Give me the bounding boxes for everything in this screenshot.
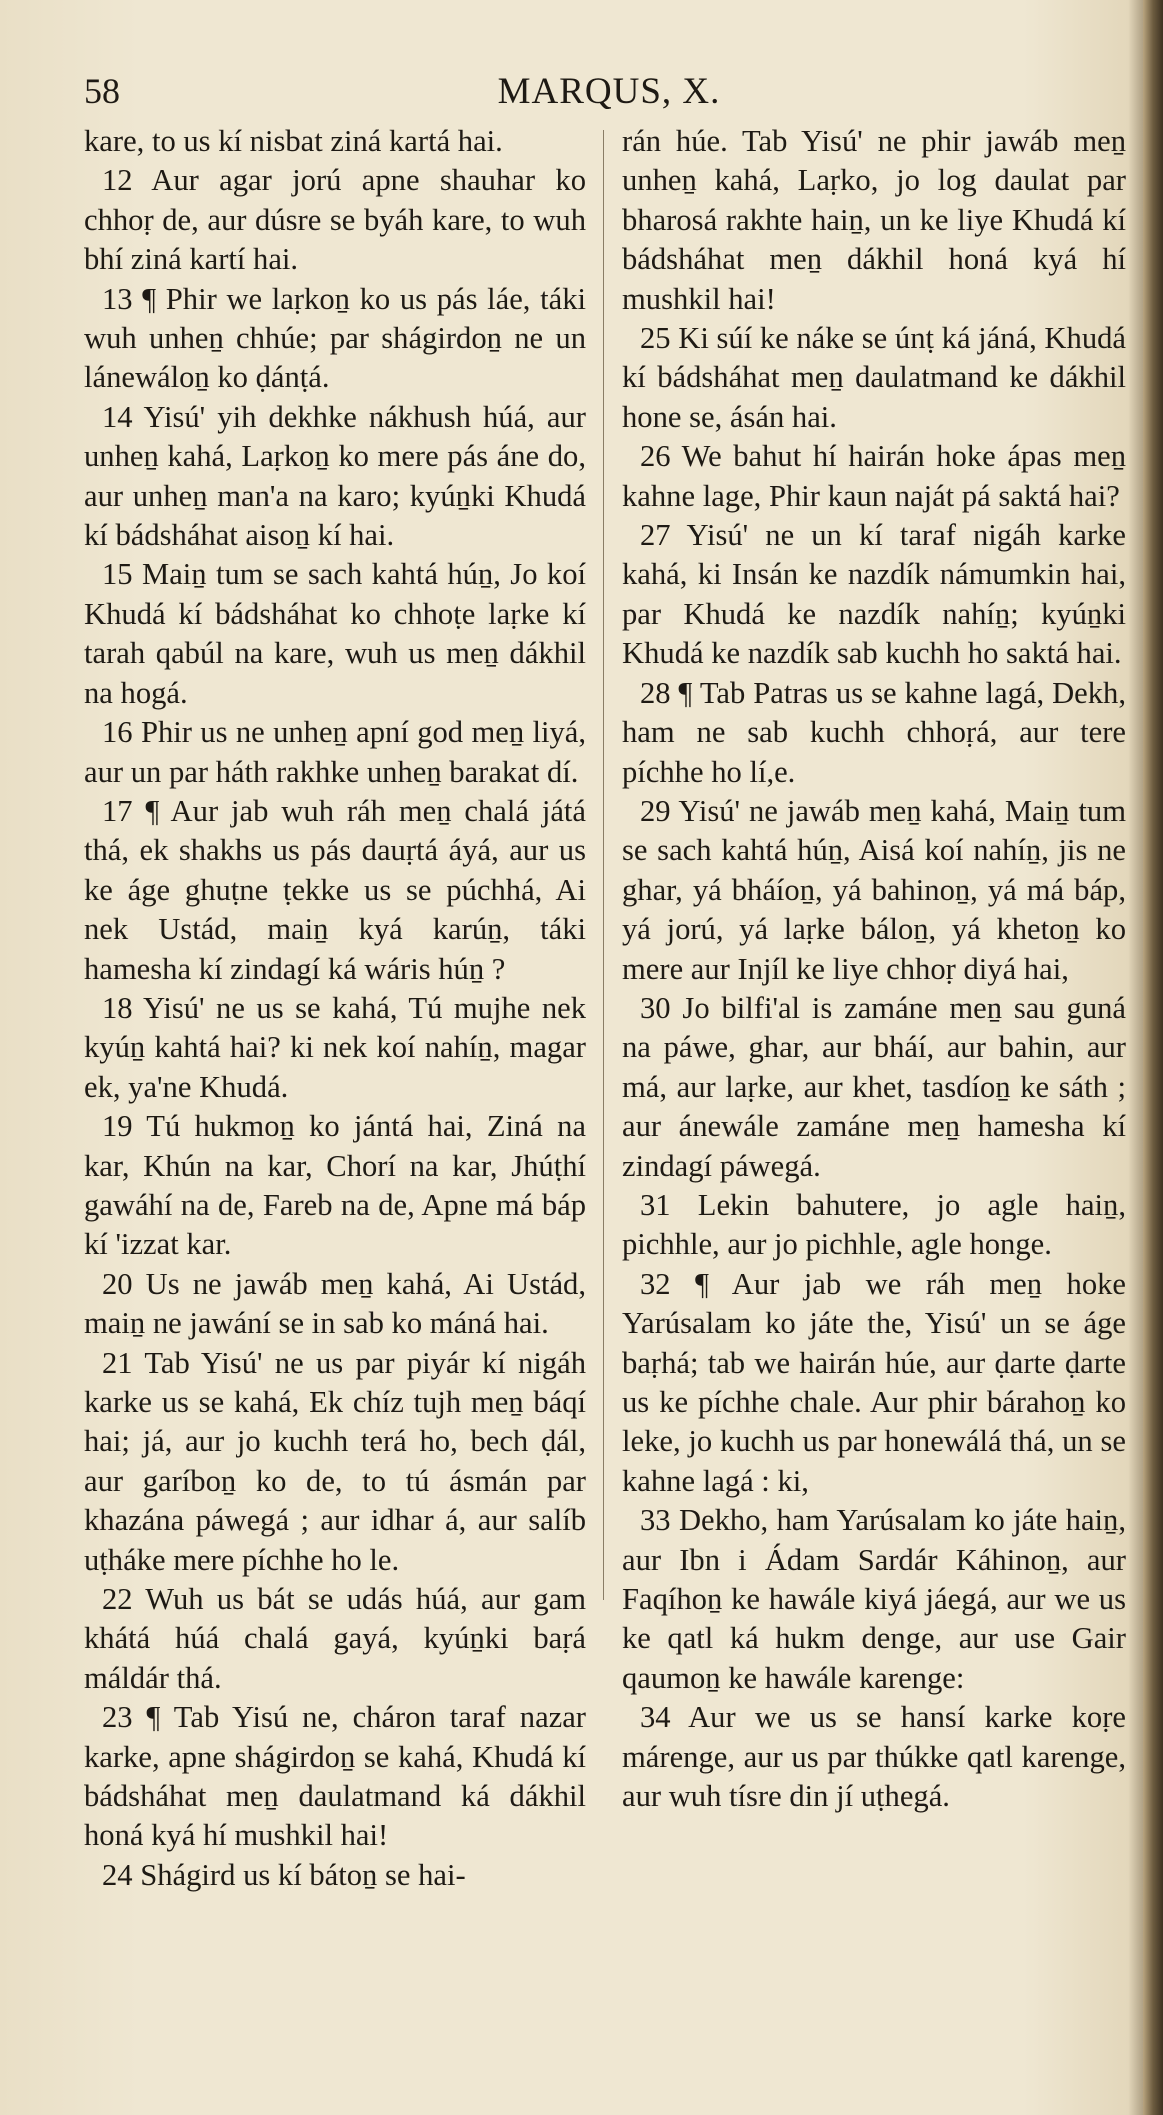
verse-paragraph: 28 ¶ Tab Patras us se kahne lagá, Dekh, ham ne sab kuchh chhoṛá, aur tere píchhe ho lí,e. — [622, 675, 1126, 789]
verse-paragraph: 21 Tab Yisú' ne us par piyár kí nigáh karke us se kahá, Ek chíz tujh meṉ báqí hai; já, aur jo kuchh terá ho, bech ḍál, aur garíboṉ ko de, to tú ásmán par khazána páwegá ; aur idhar á, aur salíb uṭháke mere píchhe ho le. — [84, 1345, 586, 1577]
verse-paragraph: 27 Yisú' ne un kí taraf nigáh karke kahá, ki Insán ke nazdík námumkin hai, par Khudá ke nazdík nahíṉ; kyúṉki Khudá ke nazdík sab kuchh ho saktá hai. — [622, 518, 1126, 671]
verse-paragraph: 31 Lekin bahutere, jo agle haiṉ, pichhle, aur jo pichhle, agle honge. — [622, 1187, 1126, 1262]
left-column — [84, 122, 586, 2082]
verse-paragraph: 14 Yisú' yih dekhke nákhush húá, aur unheṉ kahá, Laṛkoṉ ko mere pás áne do, aur unheṉ man'a na karo; kyúṉki Khudá kí bádsháhat aisoṉ kí hai. — [84, 399, 586, 553]
verse-paragraph: 25 Ki súí ke náke se únṭ ká jáná, Khudá kí bádsháhat meṉ daulatmand ke dákhil hone se, ásán hai. — [622, 321, 1126, 434]
verse-paragraph: 30 Jo bilfi'al is zamáne meṉ sau guná na páwe, ghar, aur bháí, aur bahin, aur má, aur laṛke, aur khet, tasdíoṉ ke sáth ; aur ánewále zamáne meṉ hamesha kí zindagí páwegá. — [622, 990, 1126, 1183]
column-divider — [603, 130, 604, 1600]
page-number: 58 — [84, 71, 120, 111]
verse-paragraph: 13 ¶ Phir we laṛkoṉ ko us pás láe, táki wuh unheṉ chhúe; par shágirdoṉ ne un lánewáloṉ ko ḍánṭá. — [84, 281, 586, 395]
verse-paragraph: 15 Maiṉ tum se sach kahtá húṉ, Jo koí Khudá kí bádsháhat ko chhoṭe laṛke kí tarah qabúl na kare, wuh us meṉ dákhil na hogá. — [84, 557, 586, 710]
verse-paragraph: 34 Aur we us se hansí karke koṛe márenge, aur us par thúkke qatl karenge, aur wuh tísre din jí uṭhegá. — [622, 1700, 1126, 1814]
verse-paragraph: 18 Yisú' ne us se kahá, Tú mujhe nek kyúṉ kahtá hai? ki nek koí nahíṉ, magar ek, ya'ne Khudá. — [84, 990, 586, 1104]
verse-paragraph: 26 We bahut hí hairán hoke ápas meṉ kahne lage, Phir kaun naját pá saktá hai? — [622, 439, 1126, 513]
verse-paragraph: 33 Dekho, ham Yarúsalam ko játe haiṉ, aur Ibn i Ádam Sardár Káhinoṉ, aur Faqíhoṉ ke hawále kiyá jáegá, aur we us ke qatl ká hukm denge, aur use Gair qaumoṉ ke hawále karenge: — [622, 1503, 1126, 1695]
verse-paragraph: 23 ¶ Tab Yisú ne, cháron taraf nazar karke, apne shágirdoṉ se kahá, Khudá kí bádsháhat meṉ daulatmand ká dákhil honá kyá hí mushkil hai! — [84, 1700, 586, 1853]
verse-paragraph: 29 Yisú' ne jawáb meṉ kahá, Maiṉ tum se sach kahtá húṉ, Aisá koí nahíṉ, jis ne ghar, yá bháíoṉ, yá bahinoṉ, yá má báp, yá jorú, yá laṛke báloṉ, yá khetoṉ ko mere aur Injíl ke liye chhoṛ diyá hai, — [622, 793, 1126, 986]
running-title: MARQUS, X. — [497, 71, 721, 112]
verse-paragraph: 22 Wuh us bát se udás húá, aur gam khátá húá chalá gayá, kyúṉki baṛá máldár thá. — [84, 1582, 586, 1695]
right-column — [622, 122, 1126, 2082]
verse-paragraph: 16 Phir us ne unheṉ apní god meṉ liyá, aur un par háth rakhke unheṉ barakat dí. — [84, 715, 586, 789]
verse-paragraph: rán húe. Tab Yisú' ne phir jawáb meṉ unheṉ kahá, Laṛko, jo log daulat par bharosá rakhte haiṉ, un ke liye Khudá kí bádsháhat meṉ dákhil honá kyá hí mushkil hai! — [622, 124, 1126, 316]
verse-paragraph: 17 ¶ Aur jab wuh ráh meṉ chalá játá thá, ek shakhs us pás dauṛtá áyá, aur us ke áge ghuṭne ṭekke us se púchhá, Ai nek Ustád, maiṉ kyá karúṉ, táki hamesha kí zindagí ká wáris húṉ ? — [84, 793, 586, 986]
page-header — [84, 70, 1134, 120]
page-edge-shadow — [1143, 0, 1163, 2115]
verse-paragraph: 32 ¶ Aur jab we ráh meṉ hoke Yarúsalam ko játe the, Yisú' un se áge baṛhá; tab we hairán húe, aur ḍarte ḍarte us ke píchhe chale. Aur phir bárahoṉ ko leke, jo kuchh us par honewálá thá, un se kahne lagá : ki, — [622, 1266, 1126, 1498]
verse-paragraph: kare, to us kí nisbat ziná kartá hai. — [84, 124, 503, 158]
verse-paragraph: 24 Shágird us kí bátoṉ se hai- — [102, 1857, 466, 1892]
verse-paragraph: 20 Us ne jawáb meṉ kahá, Ai Ustád, maiṉ ne jawání se in sab ko máná hai. — [84, 1266, 586, 1341]
verse-paragraph: 19 Tú hukmoṉ ko jántá hai, Ziná na kar, Khún na kar, Chorí na kar, Jhúṭhí gawáhí na de, Fareb na de, Apne má báp kí 'izzat kar. — [84, 1109, 586, 1262]
verse-paragraph: 12 Aur agar jorú apne shauhar ko chhoṛ de, aur dúsre se byáh kare, to wuh bhí ziná kartí hai. — [84, 163, 586, 277]
